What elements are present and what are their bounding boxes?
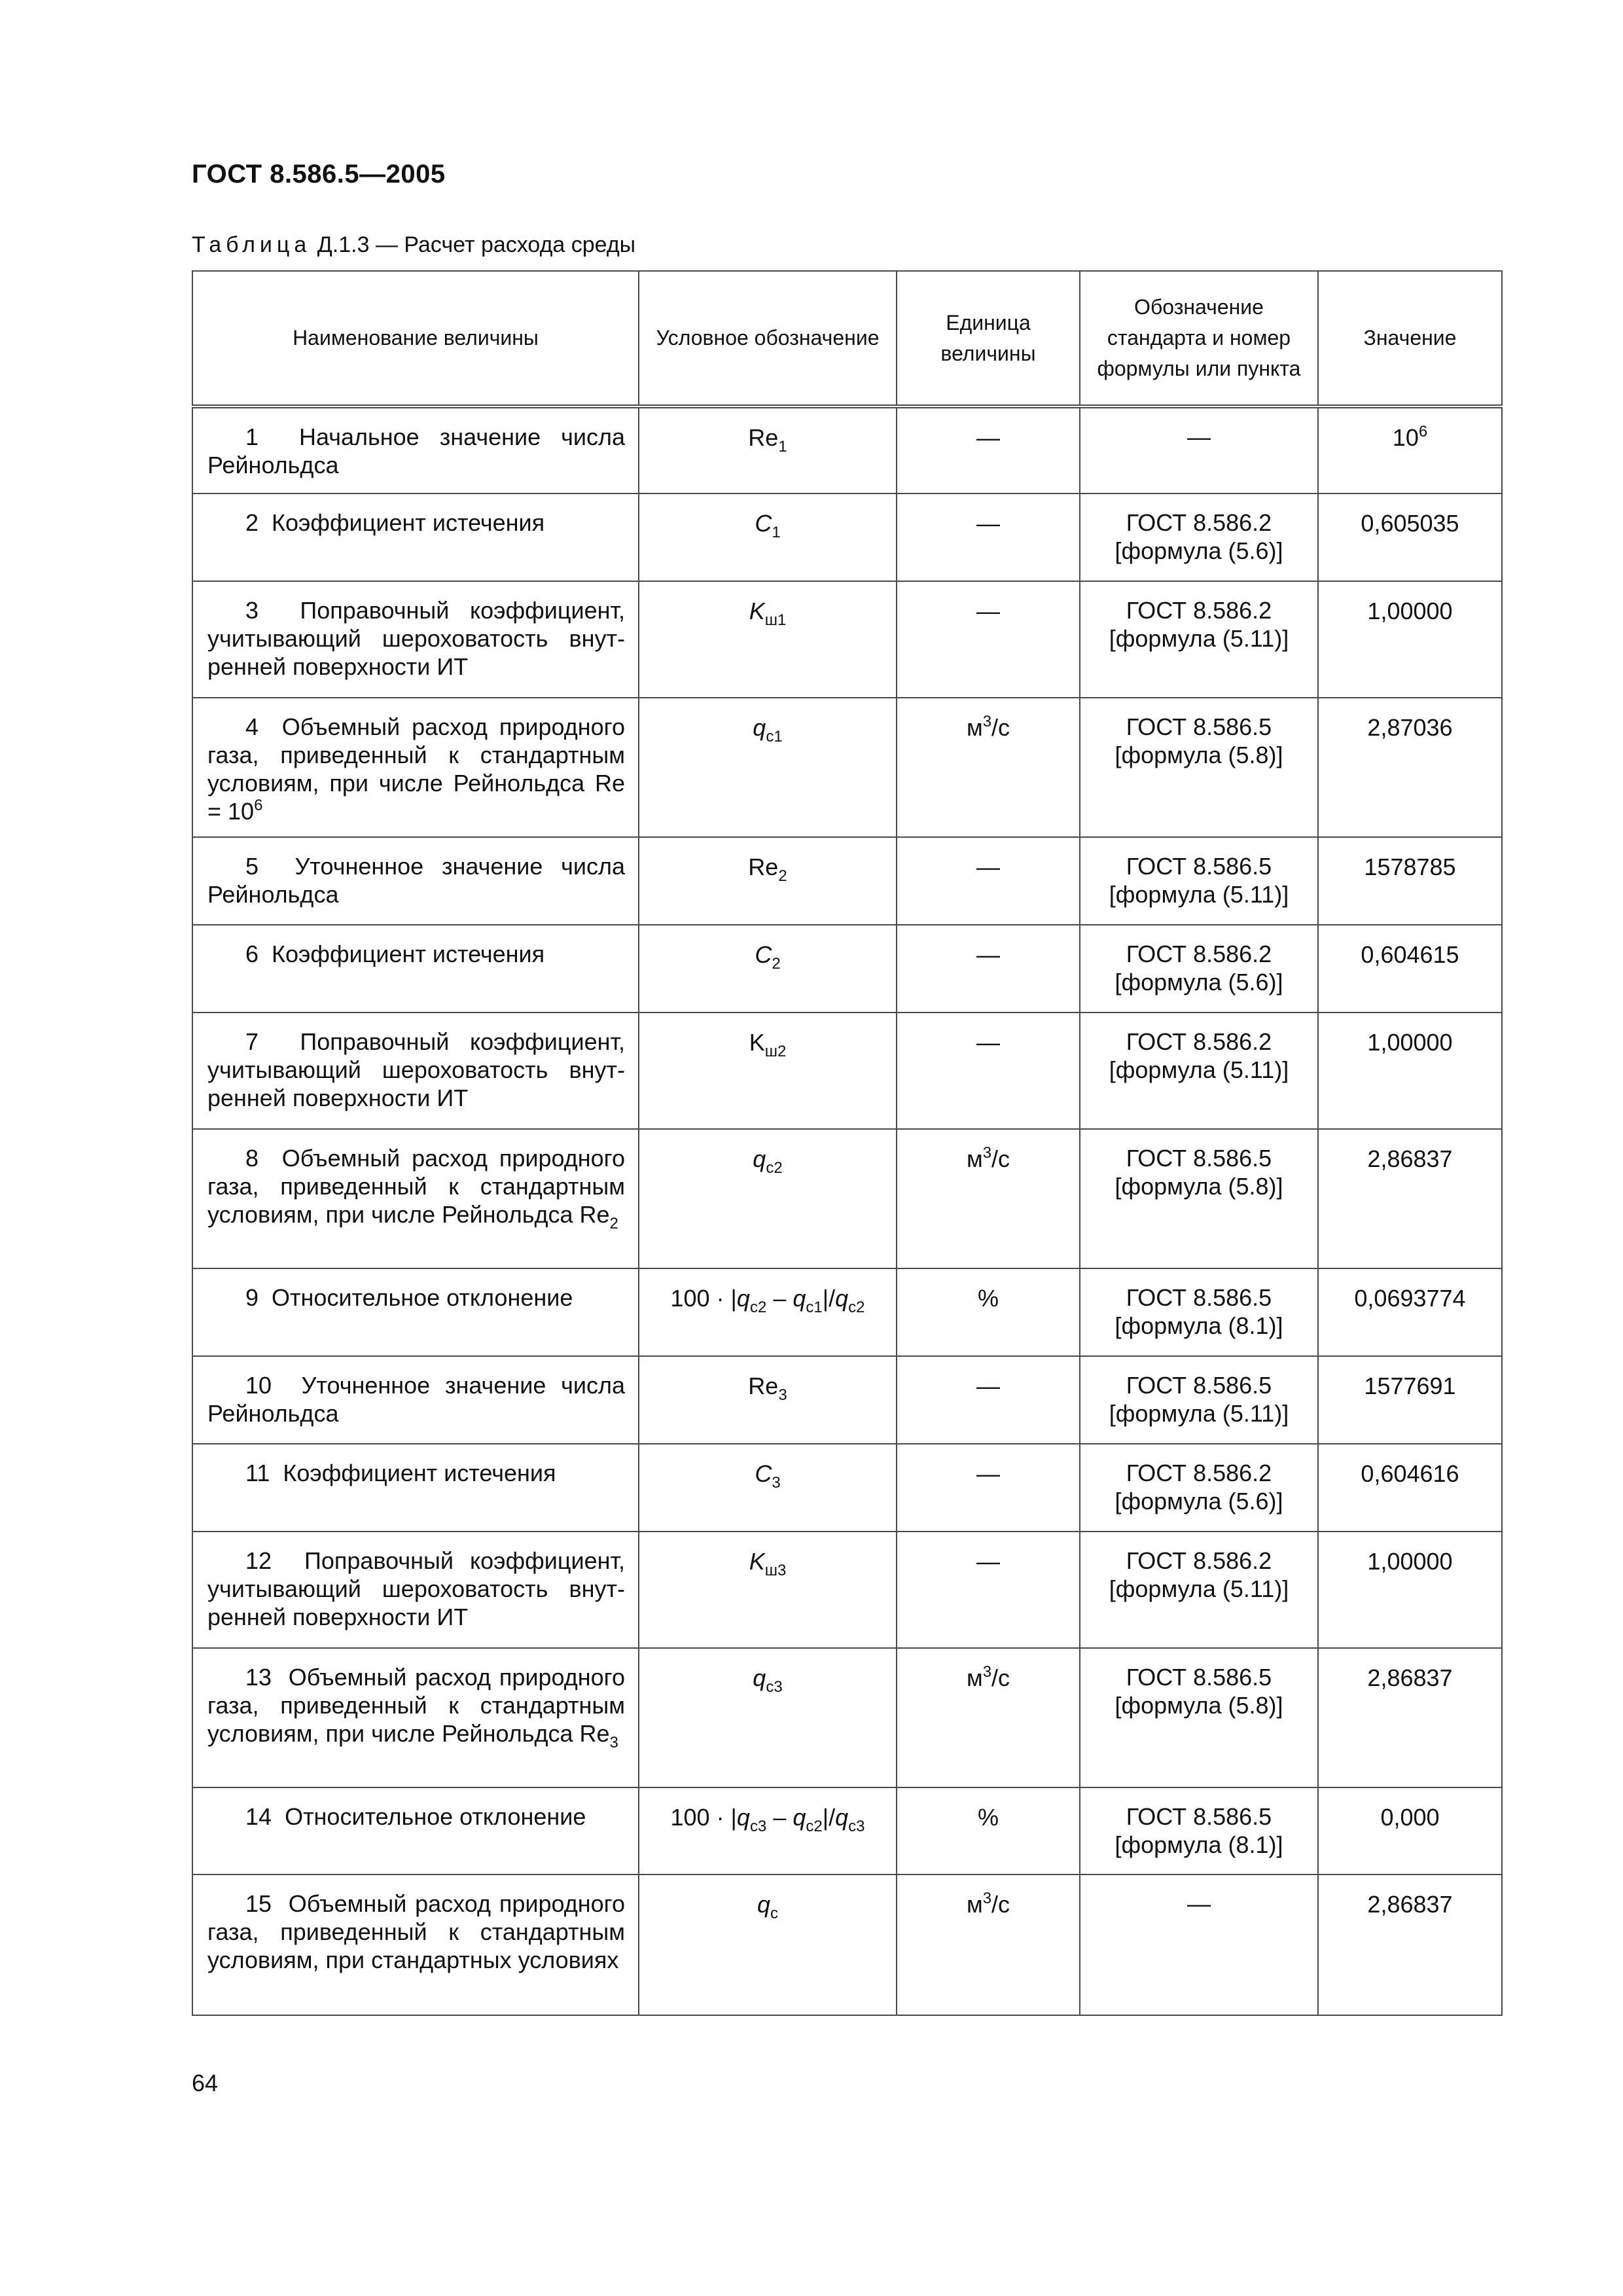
text-segment: q	[793, 1804, 806, 1831]
symbol-cell	[639, 1013, 897, 1129]
text-segment: /с	[991, 1664, 1010, 1691]
text-segment: —	[976, 1372, 1000, 1399]
row-number: 15	[245, 1890, 272, 1917]
value-cell	[1318, 581, 1502, 698]
quantity-name-cell	[192, 1268, 639, 1356]
quantity-name-cell	[192, 1356, 639, 1444]
subscript: c2	[806, 1818, 823, 1835]
superscript: 3	[982, 713, 992, 730]
table-row	[192, 493, 1502, 581]
text-segment: 0,0693774	[1354, 1285, 1466, 1312]
table-row	[192, 1356, 1502, 1444]
text-segment: —	[976, 510, 1000, 537]
unit-cell	[897, 1013, 1080, 1129]
text-segment: 100 · |	[670, 1285, 737, 1312]
text-segment: 0,604616	[1361, 1460, 1459, 1487]
subscript: c2	[848, 1299, 865, 1316]
subscript: c3	[749, 1818, 767, 1835]
text-segment: C	[755, 941, 772, 968]
text-segment: 2,86837	[1367, 1891, 1453, 1918]
text-segment: 2,87036	[1367, 714, 1453, 741]
subscript: c	[770, 1905, 779, 1922]
table-row	[192, 406, 1502, 493]
text-segment: Относительное отклонение	[285, 1803, 586, 1830]
reference-cell: ГОСТ 8.586.2 [формула (5.6)]	[1080, 925, 1318, 1013]
table-row	[192, 1129, 1502, 1268]
subscript: c3	[848, 1818, 865, 1835]
reference-cell: ГОСТ 8.586.2 [формула (5.11)]	[1080, 581, 1318, 698]
text-segment: 2,86837	[1367, 1145, 1453, 1172]
reference-cell: ГОСТ 8.586.5 [формула (5.11)]	[1080, 1356, 1318, 1444]
value-cell	[1318, 698, 1502, 837]
subscript: 2	[772, 955, 781, 973]
text-segment: |/	[822, 1804, 836, 1831]
unit-cell	[897, 1648, 1080, 1787]
superscript: 3	[982, 1663, 992, 1681]
subscript: 3	[778, 1386, 787, 1404]
quantity-name-cell	[192, 1444, 639, 1532]
symbol-cell	[639, 406, 897, 493]
unit-cell	[897, 1874, 1080, 2015]
table-header-row	[192, 271, 1502, 406]
superscript: 3	[982, 1144, 992, 1162]
unit-cell	[897, 1129, 1080, 1268]
value-cell	[1318, 1787, 1502, 1874]
table-caption-title: Д.1.3 — Расчет расхода среды	[311, 232, 636, 257]
unit-cell	[897, 698, 1080, 837]
unit-cell	[897, 1356, 1080, 1444]
row-number: 5	[245, 853, 259, 880]
column-header-symbol: Условное обозначение	[639, 271, 897, 406]
text-segment: C	[755, 510, 772, 537]
reference-cell: —	[1080, 406, 1318, 493]
text-segment: 2,86837	[1367, 1664, 1453, 1691]
value-cell	[1318, 1444, 1502, 1532]
text-segment: Коэффициент истечения	[272, 509, 545, 536]
text-segment: |/	[822, 1285, 836, 1312]
text-segment: –	[766, 1804, 793, 1831]
page-number: 64	[192, 2070, 219, 2096]
reference-cell: ГОСТ 8.586.2 [формула (5.11)]	[1080, 1013, 1318, 1129]
value-cell	[1318, 406, 1502, 493]
symbol-cell	[639, 698, 897, 837]
value-cell	[1318, 1129, 1502, 1268]
subscript: 1	[772, 524, 781, 541]
reference-cell: ГОСТ 8.586.2 [формула (5.6)]	[1080, 1444, 1318, 1532]
text-segment: Объемный расход природного газа, приведенный к стандартным условиям, при стандартных условиях	[207, 1890, 625, 1973]
text-segment: 1577691	[1364, 1372, 1456, 1399]
subscript: c1	[806, 1299, 823, 1316]
value-cell	[1318, 837, 1502, 925]
text-segment: Re	[748, 853, 779, 880]
text-segment: Объемный расход природного газа, приведенный к стандартным условиям, при числе Рейнольдса Re	[207, 1145, 625, 1228]
table-row	[192, 1532, 1502, 1648]
quantity-name-cell	[192, 1013, 639, 1129]
symbol-cell	[639, 493, 897, 581]
text-segment: K	[749, 598, 765, 624]
quantity-name-cell	[192, 837, 639, 925]
text-segment: q	[753, 1664, 766, 1691]
symbol-cell	[639, 1444, 897, 1532]
unit-cell	[897, 1444, 1080, 1532]
reference-cell: ГОСТ 8.586.2 [формула (5.6)]	[1080, 493, 1318, 581]
text-segment: —	[976, 598, 1000, 624]
symbol-cell	[639, 925, 897, 1013]
text-segment: м	[966, 1145, 983, 1172]
table-row	[192, 925, 1502, 1013]
symbol-cell	[639, 1648, 897, 1787]
subscript: 3	[609, 1734, 618, 1751]
row-number: 12	[245, 1547, 272, 1574]
text-segment: Объемный расход природного газа, приведенный к стандартным условиям, при числе Рейнольдса Re = 10	[207, 713, 625, 825]
table-row	[192, 698, 1502, 837]
symbol-cell	[639, 1268, 897, 1356]
reference-cell: ГОСТ 8.586.5 [формула (5.8)]	[1080, 698, 1318, 837]
text-segment: Уточненное значение числа Рейнольдса	[207, 853, 625, 908]
symbol-cell	[639, 1874, 897, 2015]
text-segment: –	[766, 1285, 793, 1312]
quantity-name-cell	[192, 1787, 639, 1874]
reference-cell: ГОСТ 8.586.2 [формула (5.11)]	[1080, 1532, 1318, 1648]
row-number: 8	[245, 1145, 259, 1172]
table-header	[192, 271, 1502, 406]
text-segment: Объемный расход природного газа, приведенный к стандартным условиям, при числе Рейнольдса Re	[207, 1664, 625, 1747]
subscript: ш2	[764, 1043, 787, 1060]
text-segment: 1,00000	[1367, 598, 1453, 624]
text-segment: q	[753, 714, 766, 741]
text-segment: q	[757, 1891, 771, 1918]
quantity-name-cell	[192, 698, 639, 837]
quantity-name-cell	[192, 581, 639, 698]
superscript: 3	[982, 1890, 992, 1907]
reference-cell: —	[1080, 1874, 1318, 2015]
table-row	[192, 1787, 1502, 1874]
value-cell	[1318, 1532, 1502, 1648]
text-segment: Поправочный коэффициент, учитывающий шероховатость внутренней поверхности ИТ	[207, 597, 625, 680]
text-segment: 0,605035	[1361, 510, 1459, 537]
text-segment: K	[749, 1548, 765, 1575]
text-segment: q	[753, 1145, 766, 1172]
text-segment: Уточненное значение числа Рейнольдса	[207, 1372, 625, 1427]
text-segment: q	[793, 1285, 806, 1312]
text-segment: —	[976, 1548, 1000, 1575]
text-segment: /с	[991, 1145, 1010, 1172]
value-cell	[1318, 1648, 1502, 1787]
text-segment: м	[966, 714, 983, 741]
table-row	[192, 1013, 1502, 1129]
symbol-cell	[639, 1356, 897, 1444]
symbol-cell	[639, 837, 897, 925]
reference-cell: ГОСТ 8.586.5 [формула (8.1)]	[1080, 1787, 1318, 1874]
quantity-name-cell	[192, 925, 639, 1013]
subscript: 2	[609, 1215, 618, 1232]
text-segment: —	[976, 941, 1000, 968]
row-number: 7	[245, 1028, 259, 1055]
symbol-cell	[639, 1532, 897, 1648]
text-segment: 0,000	[1380, 1804, 1440, 1831]
text-segment: Поправочный коэффициент, учитывающий шероховатость внутренней поверхности ИТ	[207, 1547, 625, 1630]
text-segment: —	[976, 1460, 1000, 1487]
reference-cell: ГОСТ 8.586.5 [формула (5.11)]	[1080, 837, 1318, 925]
text-segment: 1,00000	[1367, 1029, 1453, 1056]
table-body	[192, 406, 1502, 2015]
unit-cell	[897, 1532, 1080, 1648]
quantity-name-cell	[192, 1874, 639, 2015]
subscript: c2	[749, 1299, 767, 1316]
quantity-name-cell	[192, 1532, 639, 1648]
text-segment: Относительное отклонение	[272, 1284, 573, 1311]
column-header-quantity-name: Наименование величины	[192, 271, 639, 406]
row-number: 6	[245, 941, 259, 967]
symbol-cell	[639, 1129, 897, 1268]
unit-cell	[897, 406, 1080, 493]
value-cell	[1318, 1874, 1502, 2015]
table-row	[192, 837, 1502, 925]
superscript: 6	[254, 797, 263, 814]
text-segment: C	[755, 1460, 772, 1487]
text-segment: %	[977, 1804, 999, 1831]
subscript: ш3	[764, 1562, 787, 1579]
text-segment: /с	[991, 1891, 1010, 1918]
text-segment: K	[749, 1029, 765, 1056]
reference-cell: ГОСТ 8.586.5 [формула (5.8)]	[1080, 1129, 1318, 1268]
column-header-value: Значение	[1318, 271, 1502, 406]
quantity-name-cell	[192, 1129, 639, 1268]
text-segment: q	[736, 1285, 750, 1312]
value-cell	[1318, 1268, 1502, 1356]
document-header: ГОСТ 8.586.5—2005	[192, 160, 446, 188]
text-segment: q	[736, 1804, 750, 1831]
text-segment: Коэффициент истечения	[283, 1460, 556, 1486]
text-segment: q	[835, 1804, 849, 1831]
text-segment: Коэффициент истечения	[272, 941, 545, 967]
subscript: c1	[766, 728, 783, 745]
text-segment: 1578785	[1364, 853, 1456, 880]
reference-cell: ГОСТ 8.586.5 [формула (8.1)]	[1080, 1268, 1318, 1356]
text-segment: м	[966, 1891, 983, 1918]
text-segment: 10	[1392, 424, 1419, 451]
row-number: 13	[245, 1664, 272, 1691]
table-caption-label: Таблица	[192, 232, 312, 257]
reference-cell: ГОСТ 8.586.5 [формула (5.8)]	[1080, 1648, 1318, 1787]
row-number: 4	[245, 713, 259, 740]
subscript: ш1	[764, 611, 787, 629]
text-segment: Re	[748, 424, 779, 451]
subscript: 2	[778, 867, 787, 885]
text-segment: %	[977, 1285, 999, 1312]
table-caption	[192, 232, 635, 258]
text-segment: Re	[748, 1372, 779, 1399]
subscript: c3	[766, 1678, 783, 1696]
value-cell	[1318, 493, 1502, 581]
table-row	[192, 1648, 1502, 1787]
column-header-reference: Обозначение стандарта и номер формулы или пункта	[1080, 271, 1318, 406]
text-segment: Начальное значение числа Рейнольдса	[207, 423, 625, 478]
unit-cell	[897, 581, 1080, 698]
row-number: 1	[245, 423, 259, 450]
unit-cell	[897, 837, 1080, 925]
value-cell	[1318, 1356, 1502, 1444]
text-segment: q	[835, 1285, 849, 1312]
value-cell	[1318, 1013, 1502, 1129]
unit-cell	[897, 1268, 1080, 1356]
table-row	[192, 1444, 1502, 1532]
value-cell	[1318, 925, 1502, 1013]
text-segment: —	[976, 1029, 1000, 1056]
unit-cell	[897, 493, 1080, 581]
subscript: 3	[772, 1474, 781, 1492]
text-segment: м	[966, 1664, 983, 1691]
column-header-unit: Единица величины	[897, 271, 1080, 406]
row-number: 3	[245, 597, 259, 624]
subscript: 1	[778, 438, 787, 456]
row-number: 10	[245, 1372, 272, 1399]
table-row	[192, 581, 1502, 698]
row-number: 9	[245, 1284, 259, 1311]
text-segment: 1,00000	[1367, 1548, 1453, 1575]
text-segment: 0,604615	[1361, 941, 1459, 968]
text-segment: —	[976, 424, 1000, 451]
quantity-name-cell	[192, 406, 639, 493]
text-segment: —	[976, 853, 1000, 880]
row-number: 11	[245, 1460, 270, 1486]
quantity-name-cell	[192, 493, 639, 581]
symbol-cell	[639, 581, 897, 698]
text-segment: /с	[991, 714, 1010, 741]
text-segment: 100 · |	[670, 1804, 737, 1831]
unit-cell	[897, 925, 1080, 1013]
flow-calculation-table	[192, 270, 1503, 2016]
table-row	[192, 1268, 1502, 1356]
text-segment: Поправочный коэффициент, учитывающий шероховатость внутренней поверхности ИТ	[207, 1028, 625, 1111]
table-row	[192, 1874, 1502, 2015]
row-number: 2	[245, 509, 259, 536]
symbol-cell	[639, 1787, 897, 1874]
unit-cell	[897, 1787, 1080, 1874]
subscript: c2	[766, 1159, 783, 1177]
superscript: 6	[1418, 423, 1428, 440]
quantity-name-cell	[192, 1648, 639, 1787]
row-number: 14	[245, 1803, 272, 1830]
